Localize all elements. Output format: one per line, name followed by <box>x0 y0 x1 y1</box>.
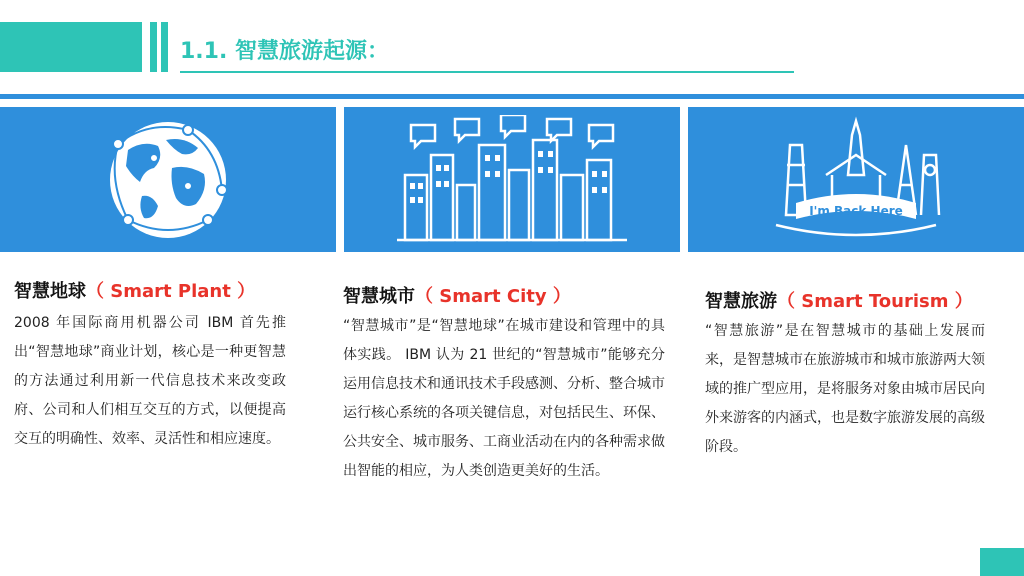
panel-smart-tourism <box>688 107 1024 252</box>
panel-smart-earth <box>0 107 336 252</box>
page-title: 1.1. 智慧旅游起源： <box>180 39 389 64</box>
smart-city-icon <box>397 115 627 245</box>
illustration-text: I'm Back Here <box>809 203 903 218</box>
heading-en: （ Smart Tourism ） <box>777 291 973 312</box>
panel-smart-city <box>344 107 680 252</box>
heading-en: （ Smart City ） <box>415 286 571 307</box>
heading-en: （ Smart Plant ） <box>86 281 256 302</box>
body-smart-city: “智慧城市”是“智慧地球”在城市建设和管理中的具体实践。 IBM 认为 21 世纪的“智慧城市”能够充分运用信息技术和通讯技术手段感测、分析、整合城市运行核心系统的各项关键信息，对包括民生、环保、公共安全、城市服务、工商业活动在内的各种需求做出智能的相应，为人类创造更美好的生活。 <box>343 318 665 479</box>
heading-smart-tourism <box>705 287 973 313</box>
corner-teal-block <box>980 548 1024 576</box>
heading-smart-city <box>343 282 571 308</box>
globe-network-icon <box>88 110 248 250</box>
body-smart-earth: 2008 年国际商用机器公司 IBM 首先推出“智慧地球”商业计划，核心是一种更智慧的方法通过利用新一代信息技术来改变政府、公司和人们相互交互的方式，以便提高交互的明确性、效率、灵活性和相应速度。 <box>14 315 286 447</box>
header-bar-2 <box>161 22 168 72</box>
heading-smart-earth <box>14 277 255 303</box>
world-landmarks-icon <box>756 115 956 245</box>
header-teal-block <box>0 22 142 72</box>
header-bar-1 <box>150 22 157 72</box>
body-smart-tourism: “智慧旅游”是在智慧城市的基础上发展而来，是智慧城市在旅游城市和城市旅游两大领域的推广型应用，是将服务对象由城市居民向外来游客的内涵式，也是数字旅游发展的高级阶段。 <box>705 323 985 455</box>
heading-cn: 智慧城市 <box>343 286 415 307</box>
heading-cn: 智慧地球 <box>14 281 86 302</box>
heading-cn: 智慧旅游 <box>705 291 777 312</box>
title-underline <box>180 71 794 73</box>
divider-line <box>0 94 1024 99</box>
